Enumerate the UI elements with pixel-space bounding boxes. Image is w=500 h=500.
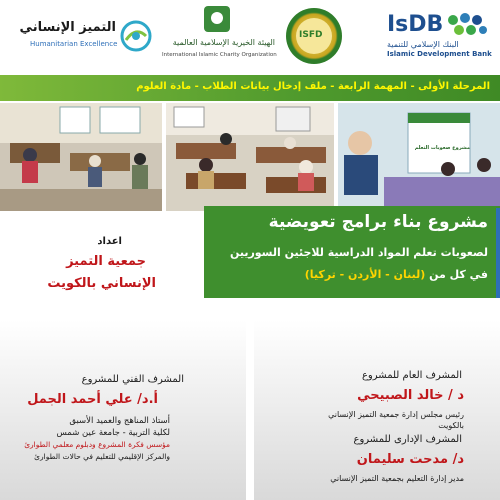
admin-supervisor-desc: مدير إدارة التعليم بجمعية التميز الإنساني xyxy=(330,474,464,483)
project-title-box xyxy=(204,206,500,298)
isdb-arabic: البنك الإسلامي للتنمية xyxy=(387,40,459,49)
project-subtitle: لصعوبات تعلم المواد الدراسية للاجئين السوريين xyxy=(229,246,488,259)
countries-list: (لبنان - الأردن - تركيا) xyxy=(304,268,426,281)
tech-supervisor-label: المشرف الفني للمشروع xyxy=(81,374,184,385)
tech-supervisor-name: أ.د/ علي أحمد الجمل xyxy=(27,392,158,407)
tech-supervisor-panel xyxy=(0,320,246,500)
photo-classroom-1 xyxy=(0,103,162,211)
iico-english: International Islamic Charity Organization xyxy=(162,52,277,58)
project-countries xyxy=(305,268,488,281)
prepared-org-line1: جمعية التميز xyxy=(66,254,146,269)
prepared-by-box xyxy=(0,220,204,298)
general-supervisor-name: د / خالد الصبيحي xyxy=(357,388,464,403)
he-logo xyxy=(19,18,154,58)
photo-classroom-2 xyxy=(166,103,334,211)
prepared-org-line2: الإنساني بالكويت xyxy=(47,276,156,291)
admin-supervisor-name: د/ مدحت سليمان xyxy=(356,452,464,467)
iico-emblem-icon xyxy=(204,6,230,32)
tech-supervisor-desc1: أستاذ المناهج والعميد الأسبق xyxy=(69,416,170,426)
isdb-name: IsDB xyxy=(387,12,444,37)
supervisors-panel xyxy=(254,320,500,500)
general-supervisor-label: المشرف العام للمشروع xyxy=(361,370,462,381)
isdb-logo xyxy=(385,12,497,62)
tech-supervisor-desc2: لكلية التربية - جامعة عين شمس xyxy=(56,428,170,438)
general-supervisor-desc2: بالكويت xyxy=(438,421,464,430)
photo3-sign-text: مشروع صعوبات التعلم xyxy=(414,145,470,151)
iico-arabic: الهيئة الخيرية الإسلامية العالمية xyxy=(172,38,275,47)
logos-bar xyxy=(0,0,500,72)
photo-classroom-3 xyxy=(338,103,500,211)
admin-supervisor-label: المشرف الإدارى للمشروع xyxy=(353,434,462,445)
iico-logo xyxy=(160,6,275,66)
task-band xyxy=(0,75,500,101)
isfd-seal-text: ISFD xyxy=(299,30,323,40)
general-supervisor-desc1: رئيس مجلس إدارة جمعية التميز الإنساني xyxy=(328,410,464,419)
tech-supervisor-desc3: مؤسس فكرة المشروع ودبلوم معلمي الطوارئ xyxy=(24,440,170,449)
he-arabic: التميز الإنساني xyxy=(19,20,116,35)
title-side-bar xyxy=(496,208,500,298)
tech-supervisor-desc4: والمركز الإقليمي للتعليم في حالات الطوارئ xyxy=(34,452,170,461)
prepared-label: اعداد xyxy=(97,236,122,247)
isdb-english-1: Islamic Development xyxy=(387,50,470,58)
isfd-seal xyxy=(286,8,342,64)
countries-prefix: في كل من xyxy=(429,268,488,281)
he-english: Humanitarian Excellence xyxy=(30,40,118,48)
isdb-dots-icon xyxy=(445,12,495,42)
task-band-text: المرحلة الأولى - المهمة الرابعة - ملف إدخال بيانات الطلاب - مادة العلوم xyxy=(136,81,490,92)
isdb-english-2: Bank xyxy=(472,50,492,58)
project-title: مشروع بناء برامج تعويضية xyxy=(268,212,488,232)
he-swirl-icon xyxy=(120,20,152,52)
